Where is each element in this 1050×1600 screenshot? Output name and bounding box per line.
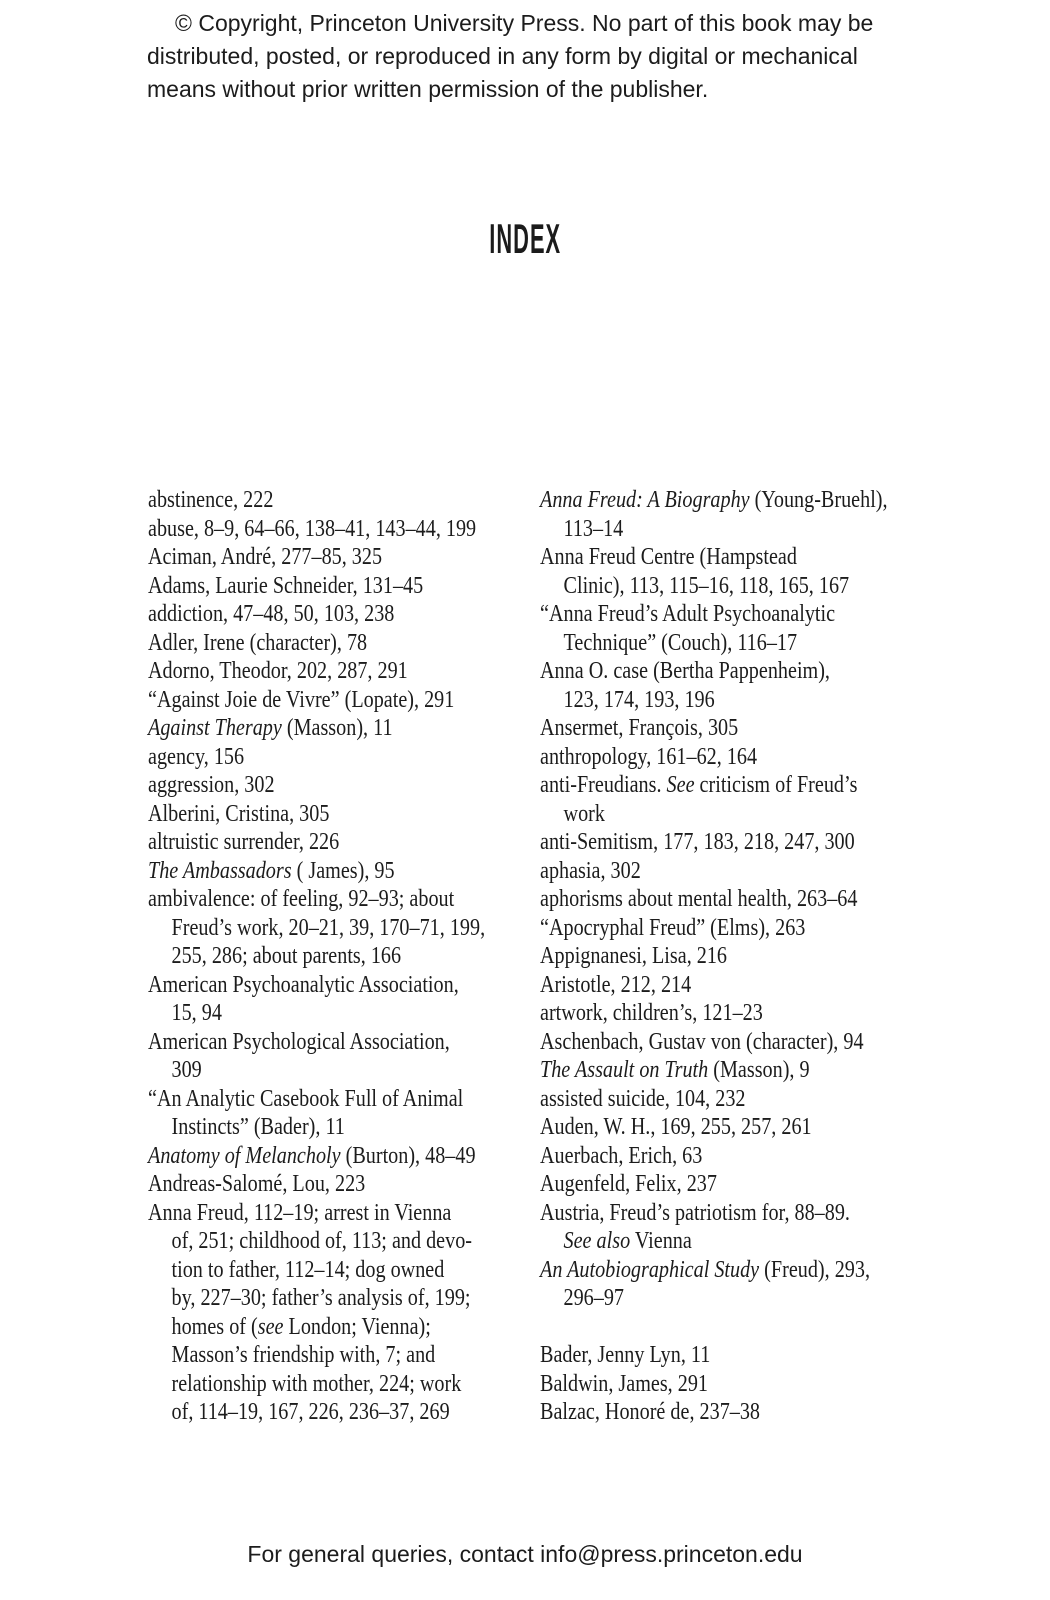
index-line: Aciman, André, 277–85, 325 <box>148 544 383 570</box>
index-line: Adler, Irene (character), 78 <box>148 629 368 656</box>
index-line: Instincts” (Bader), 11 <box>171 1114 345 1140</box>
index-line: 296–97 <box>563 1285 624 1311</box>
index-line: assisted suicide, 104, 232 <box>540 1085 746 1112</box>
index-line: relationship with mother, 224; work <box>171 1370 462 1397</box>
copyright-line: © Copyright, Princeton University Press. No part of this book may be <box>175 10 874 36</box>
index-line: Andreas-Salomé, Lou, 223 <box>148 1171 366 1197</box>
index-line: of, 251; childhood of, 113; and devo- <box>171 1228 473 1254</box>
index-column-right <box>540 486 888 1427</box>
index-line: Clinic), 113, 115–16, 118, 165, 167 <box>563 572 850 599</box>
index-line: tion to father, 112–14; dog owned <box>171 1256 445 1283</box>
index-line: homes of (see London; Vienna); <box>171 1313 431 1340</box>
index-line: work <box>563 800 605 827</box>
index-line: of, 114–19, 167, 226, 236–37, 269 <box>171 1399 450 1425</box>
index-line: Anna O. case (Bertha Pappenheim), <box>540 658 830 684</box>
index-line: addiction, 47–48, 50, 103, 238 <box>148 601 395 627</box>
index-line: 113–14 <box>563 515 624 542</box>
index-line: “Against Joie de Vivre” (Lopate), 291 <box>148 686 455 713</box>
index-line: anthropology, 161–62, 164 <box>540 743 758 770</box>
index-line: Bader, Jenny Lyn, 11 <box>540 1342 711 1368</box>
index-line: artwork, children’s, 121–23 <box>540 1000 763 1026</box>
index-line: by, 227–30; father’s analysis of, 199; <box>171 1285 471 1311</box>
index-line <box>540 1313 888 1342</box>
index-line: “An Analytic Casebook Full of Animal <box>148 1085 464 1112</box>
index-line: Aristotle, 212, 214 <box>540 971 692 998</box>
index-line: Adorno, Theodor, 202, 287, 291 <box>148 658 408 684</box>
index-line: anti-Semitism, 177, 183, 218, 247, 300 <box>540 829 855 855</box>
index-column-left <box>148 486 485 1427</box>
index-line: aphasia, 302 <box>540 857 641 884</box>
index-line: American Psychological Association, <box>148 1028 450 1055</box>
index-line: Freud’s work, 20–21, 39, 170–71, 199, <box>171 914 486 941</box>
index-line: Aschenbach, Gustav von (character), 94 <box>540 1028 864 1055</box>
index-line: 15, 94 <box>171 1000 222 1026</box>
index-line: Auerbach, Erich, 63 <box>540 1142 703 1169</box>
index-line: 123, 174, 193, 196 <box>563 686 715 713</box>
index-line: ambivalence: of feeling, 92–93; about <box>148 886 455 912</box>
index-line: Appignanesi, Lisa, 216 <box>540 943 728 969</box>
index-line: American Psychoanalytic Association, <box>148 971 459 998</box>
index-line: agency, 156 <box>148 743 245 770</box>
index-line: “Anna Freud’s Adult Psychoanalytic <box>540 601 836 627</box>
index-line: Baldwin, James, 291 <box>540 1370 708 1397</box>
index-line: The Assault on Truth (Masson), 9 <box>540 1057 810 1083</box>
index-line: altruistic surrender, 226 <box>148 829 340 855</box>
copyright-line: distributed, posted, or reproduced in any form by digital or mechanical <box>147 43 858 69</box>
index-line: Technique” (Couch), 116–17 <box>563 629 798 656</box>
index-line: anti-Freudians. See criticism of Freud’s <box>540 772 858 798</box>
index-line: Ansermet, François, 305 <box>540 715 739 741</box>
copyright-notice <box>147 7 907 106</box>
page-title-text: INDEX <box>489 215 561 262</box>
index-line: Alberini, Cristina, 305 <box>148 800 330 827</box>
index-line: abuse, 8–9, 64–66, 138–41, 143–44, 199 <box>148 515 477 542</box>
index-line: aphorisms about mental health, 263–64 <box>540 886 858 912</box>
index-line: The Ambassadors ( James), 95 <box>148 857 395 884</box>
index-line: Against Therapy (Masson), 11 <box>148 715 393 741</box>
copyright-line: means without prior written permission of the publisher. <box>147 76 709 102</box>
index-line: Austria, Freud’s patriotism for, 88–89. <box>540 1199 850 1226</box>
index-line: Balzac, Honoré de, 237–38 <box>540 1399 761 1425</box>
index-line: Anna Freud: A Biography (Young-Bruehl), <box>540 487 888 513</box>
index-line: An Autobiographical Study (Freud), 293, <box>540 1256 871 1283</box>
index-line: 255, 286; about parents, 166 <box>171 943 402 969</box>
index-line: Anatomy of Melancholy (Burton), 48–49 <box>148 1142 476 1169</box>
index-line: Adams, Laurie Schneider, 131–45 <box>148 572 424 599</box>
index-line: Auden, W. H., 169, 255, 257, 261 <box>540 1114 812 1140</box>
index-line: Anna Freud Centre (Hampstead <box>540 544 797 570</box>
footer-contact: For general queries, contact info@press.princeton.edu <box>247 1541 803 1567</box>
index-line: Masson’s friendship with, 7; and <box>171 1342 436 1368</box>
index-line: aggression, 302 <box>148 772 275 798</box>
index-line: See also Vienna <box>563 1228 692 1254</box>
index-line: 309 <box>171 1057 202 1083</box>
page-title <box>0 215 1050 262</box>
index-line: “Apocryphal Freud” (Elms), 263 <box>540 914 806 941</box>
index-line: Anna Freud, 112–19; arrest in Vienna <box>148 1199 452 1226</box>
index-line: abstinence, 222 <box>148 487 274 513</box>
index-line: Augenfeld, Felix, 237 <box>540 1171 717 1197</box>
